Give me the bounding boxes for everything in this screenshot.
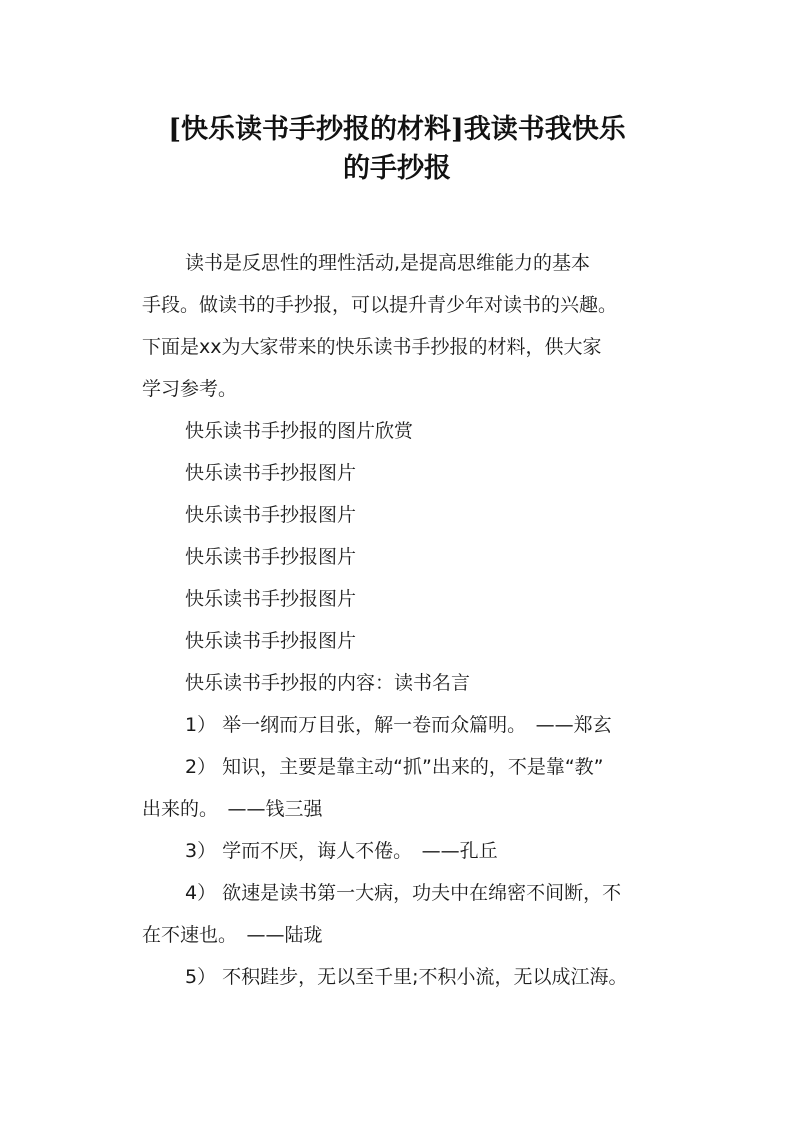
title-line-2: 的手抄报	[343, 153, 451, 184]
quote-item-continued: 出来的。 ——钱三强	[142, 798, 323, 820]
image-caption: 快乐读书手抄报图片	[185, 630, 357, 652]
paragraph-line: 下面是xx为大家带来的快乐读书手抄报的材料，供大家	[142, 336, 602, 358]
quote-item-continued: 在不速也。 ——陆珑	[142, 924, 323, 946]
image-caption: 快乐读书手抄报图片	[185, 462, 357, 484]
quote-item: 1） 举一纲而万目张，解一卷而众篇明。 ——郑玄	[185, 714, 612, 736]
image-caption: 快乐读书手抄报图片	[185, 504, 357, 526]
section-heading: 快乐读书手抄报的内容：读书名言	[185, 672, 471, 694]
paragraph-line: 读书是反思性的理性活动,是提高思维能力的基本	[185, 252, 591, 274]
quote-item: 3） 学而不厌，诲人不倦。 ——孔丘	[185, 840, 498, 862]
image-caption: 快乐读书手抄报图片	[185, 588, 357, 610]
document-title	[130, 110, 664, 188]
section-heading: 快乐读书手抄报的图片欣赏	[185, 420, 414, 442]
quote-item: 2） 知识，主要是靠主动“抓”出来的，不是靠“教”	[185, 756, 604, 778]
paragraph-line: 学习参考。	[142, 378, 238, 400]
title-line-1: [快乐读书手抄报的材料]我读书我快乐	[168, 114, 626, 145]
paragraph-line: 手段。做读书的手抄报，可以提升青少年对读书的兴趣。	[142, 294, 618, 316]
quote-item: 4） 欲速是读书第一大病，功夫中在绵密不间断，不	[185, 882, 622, 904]
image-caption: 快乐读书手抄报图片	[185, 546, 357, 568]
quote-item: 5） 不积跬步，无以至千里;不积小流，无以成江海。	[185, 966, 628, 988]
